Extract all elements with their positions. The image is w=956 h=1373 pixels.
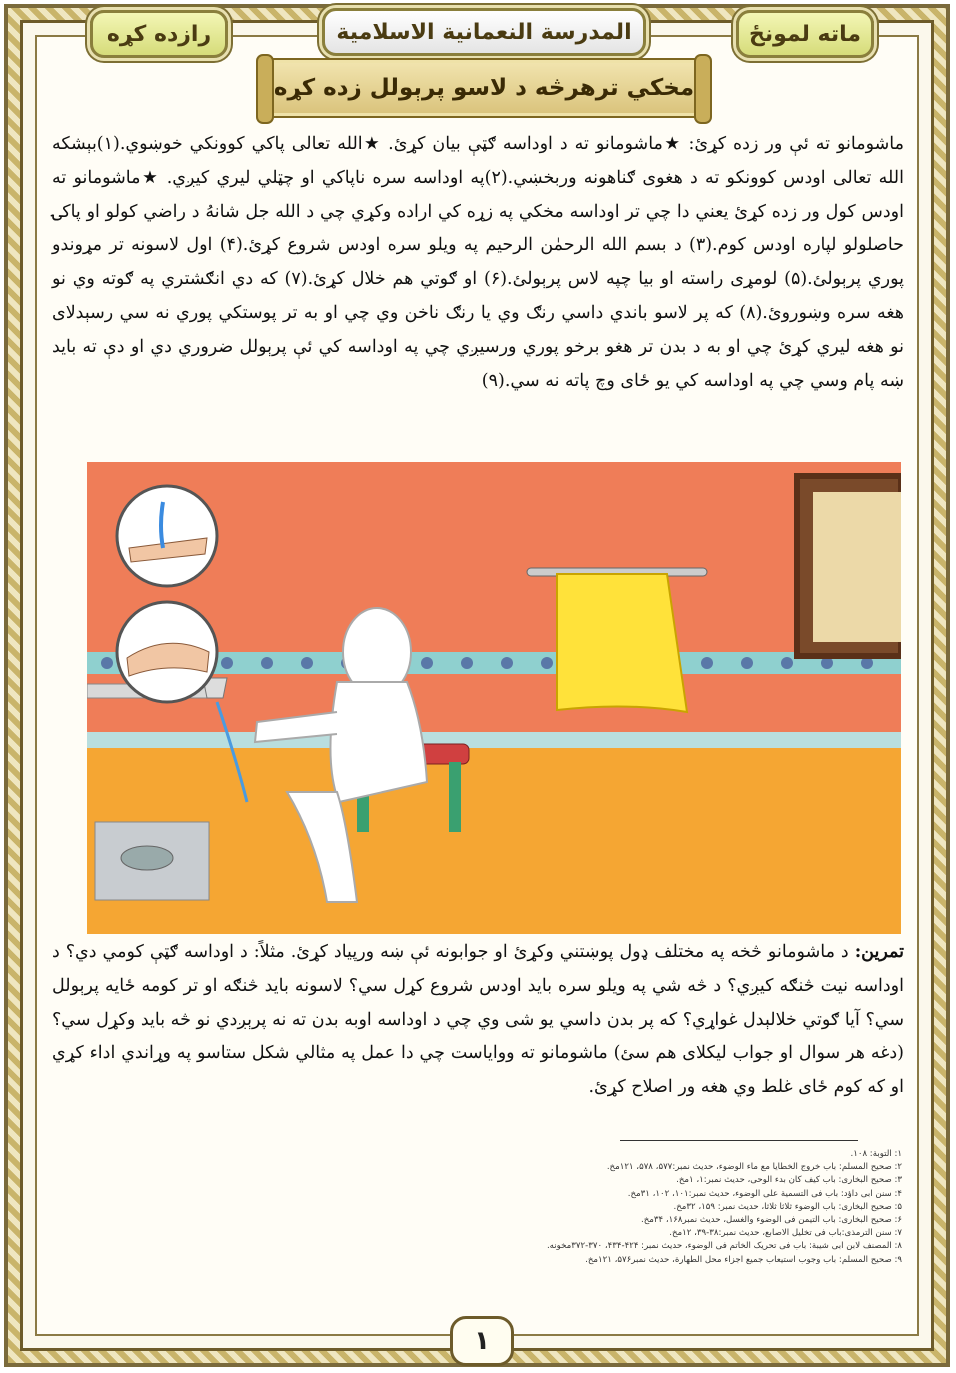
footnote-item: ۱: التوبة: ۱۰۸. [850, 1149, 902, 1159]
footnote-item: ۵: صحیح البخاری: باب الوضوء ثلاثا ثلاثا، حدیث نمبر: ۱۵۹، ۳۲مخ. [673, 1201, 902, 1212]
drain-icon [121, 846, 173, 870]
footnote-item: ۶: صحیح البخاری: باب التیمن فی الوضوء والغسل، حدیث نمبر۱۶۸، ۳۴مخ. [640, 1215, 902, 1226]
footnote-item: ۴: سنن ابی داؤد: باب فی التسمیة علی الوضوء، حدیث نمبر:۱۰۱، ۱۰۲، ۳۱مخ. [627, 1188, 902, 1199]
lesson-title-banner [266, 58, 702, 118]
body-paragraph: ماشومانو ته ئې ور زده کړئ: ★ماشومانو ته د اوداسه ګټې بيان کړئ. ★الله تعالی پاکي کوونکي خوښوي.(۱)بېشکه الله تعالی اودس کوونکو ته د هغوی ګناهونه وربخښي.(۲)په اوداسه سره ناپاکي او چټلي ليري کيږي. ★ماشومانو ته اودس کول ور زده کړئ يعني دا چي تر اوداسه مخکي په زړه کي اراده وکړي چي د الله جل شانهُ د راضي کولو او پاکۍ حاصلولو لپاره اودس کوم.(۳) د بسم الله الرحمٰن الرحيم په ويلو سره اودس شروع کړئ.(۴) اول لاسونه تر مړوندو پوري پرېولئ.(۵) لومړی راسته او بيا چپه لاس پرېولئ.(۶) او ګوتي هم خلال کړئ.(۷) که دي انګشتري په ګوته وي نو هغه سره وښوروئ.(۸) که پر لاسو باندي داسي رنګ وي يا رنګ ناخن وي چي او به تر پوستکي پوري نه سي رسېدلای نو هغه ليري کړئ چي او به د بدن تر هغو برخو پوري ورسيږي چي په اوداسه کي ئې پرېولل ضروري دي او دې ته بايد ښه پام وسي چي په اوداسه کي يو ځای وچ پاته نه سي.(۹) [52, 134, 904, 391]
footnote-rule [620, 1140, 858, 1141]
exercise-label: تمرين: [854, 942, 904, 962]
footnote-item: ۷: سنن الترمذی:باب فی تخلیل الاصابع، حدیث نمبر:۳۸-۳۹، ۱۲مخ. [669, 1228, 902, 1239]
towel-icon [557, 574, 687, 712]
page-number [450, 1316, 514, 1366]
footnotes [460, 1148, 902, 1267]
school-name: المدرسة النعمانية الاسلامية [336, 19, 632, 45]
footnote-item: ۳: صحیح البخاری: باب کیف کان بدء الوحی، حدیث نمبر:۱، ۱مخ. [676, 1175, 902, 1186]
stool-leg-right [449, 762, 461, 832]
footnote-item: ۸: المصنف لابن ابی شیبة: باب فی تحریک الخاتم فی الوضوء، حدیث نمبر: ۴۲۴-۴۳۴، ۳۷۰-۳۷۲مخونه. [546, 1241, 902, 1252]
exercise-text: د ماشومانو څخه په مختلف ډول پوښتني وکړئ او جوابونه ئې ښه ورپياد کړئ. مثلاً: د اوداسه ګټې کومي دي؟ د اوداسه نيت څنګه کيږي؟ د څه شي په ويلو سره بايد اودس شروع کړل سي؟ لاسونه بايد څنګه او تر کومه ځايه پرېولل سي؟ آيا ګوتي خلالېدل غواړي؟ که پر بدن داسي يو شی وي چي د اوداسه اوبه بدن ته نه پرېږدي نو څه بايد وکړل سي؟ (دغه هر سوال او جواب ليکلای هم سئ) ماشومانو ته وواياست چي دا عمل په مثالي شکل ستاسو په وړاندي اداء کړي او که کوم ځای غلط وي هغه ور اصلاح کړئ. [52, 942, 904, 1098]
footnote-item: ۲: صحیح المسلم: باب خروج الخطایا مع ماء الوضوء، حدیث نمبر:۵۷۷، ۵۷۸، ۱۲۱مخ. [606, 1162, 902, 1173]
lesson-title: مخکي ترهرڅه د لاسو پرېولل زده کړه [273, 75, 695, 101]
footnote-item: ۹: صحیح المسلم: باب وجوب استیعاب جمیع اجزاء محل الطهارة، حدیث نمبر۵۷۶، ۱۲۱مخ. [585, 1254, 902, 1265]
wudu-illustration [87, 462, 901, 934]
header-right-label: ماته لمونځ [748, 21, 862, 47]
exercise-paragraph [52, 936, 904, 1105]
page-number-label: ۱ [474, 1326, 490, 1356]
header-left-label: رازده کړه [106, 21, 212, 47]
lower-tile-band [87, 732, 901, 748]
header-center-title [322, 8, 646, 56]
header-left-tab [90, 10, 228, 58]
illustration [87, 462, 901, 934]
wrist-wash-inset-icon [117, 486, 217, 586]
wall-frame-inner [813, 492, 901, 642]
header-right-tab [736, 10, 874, 58]
